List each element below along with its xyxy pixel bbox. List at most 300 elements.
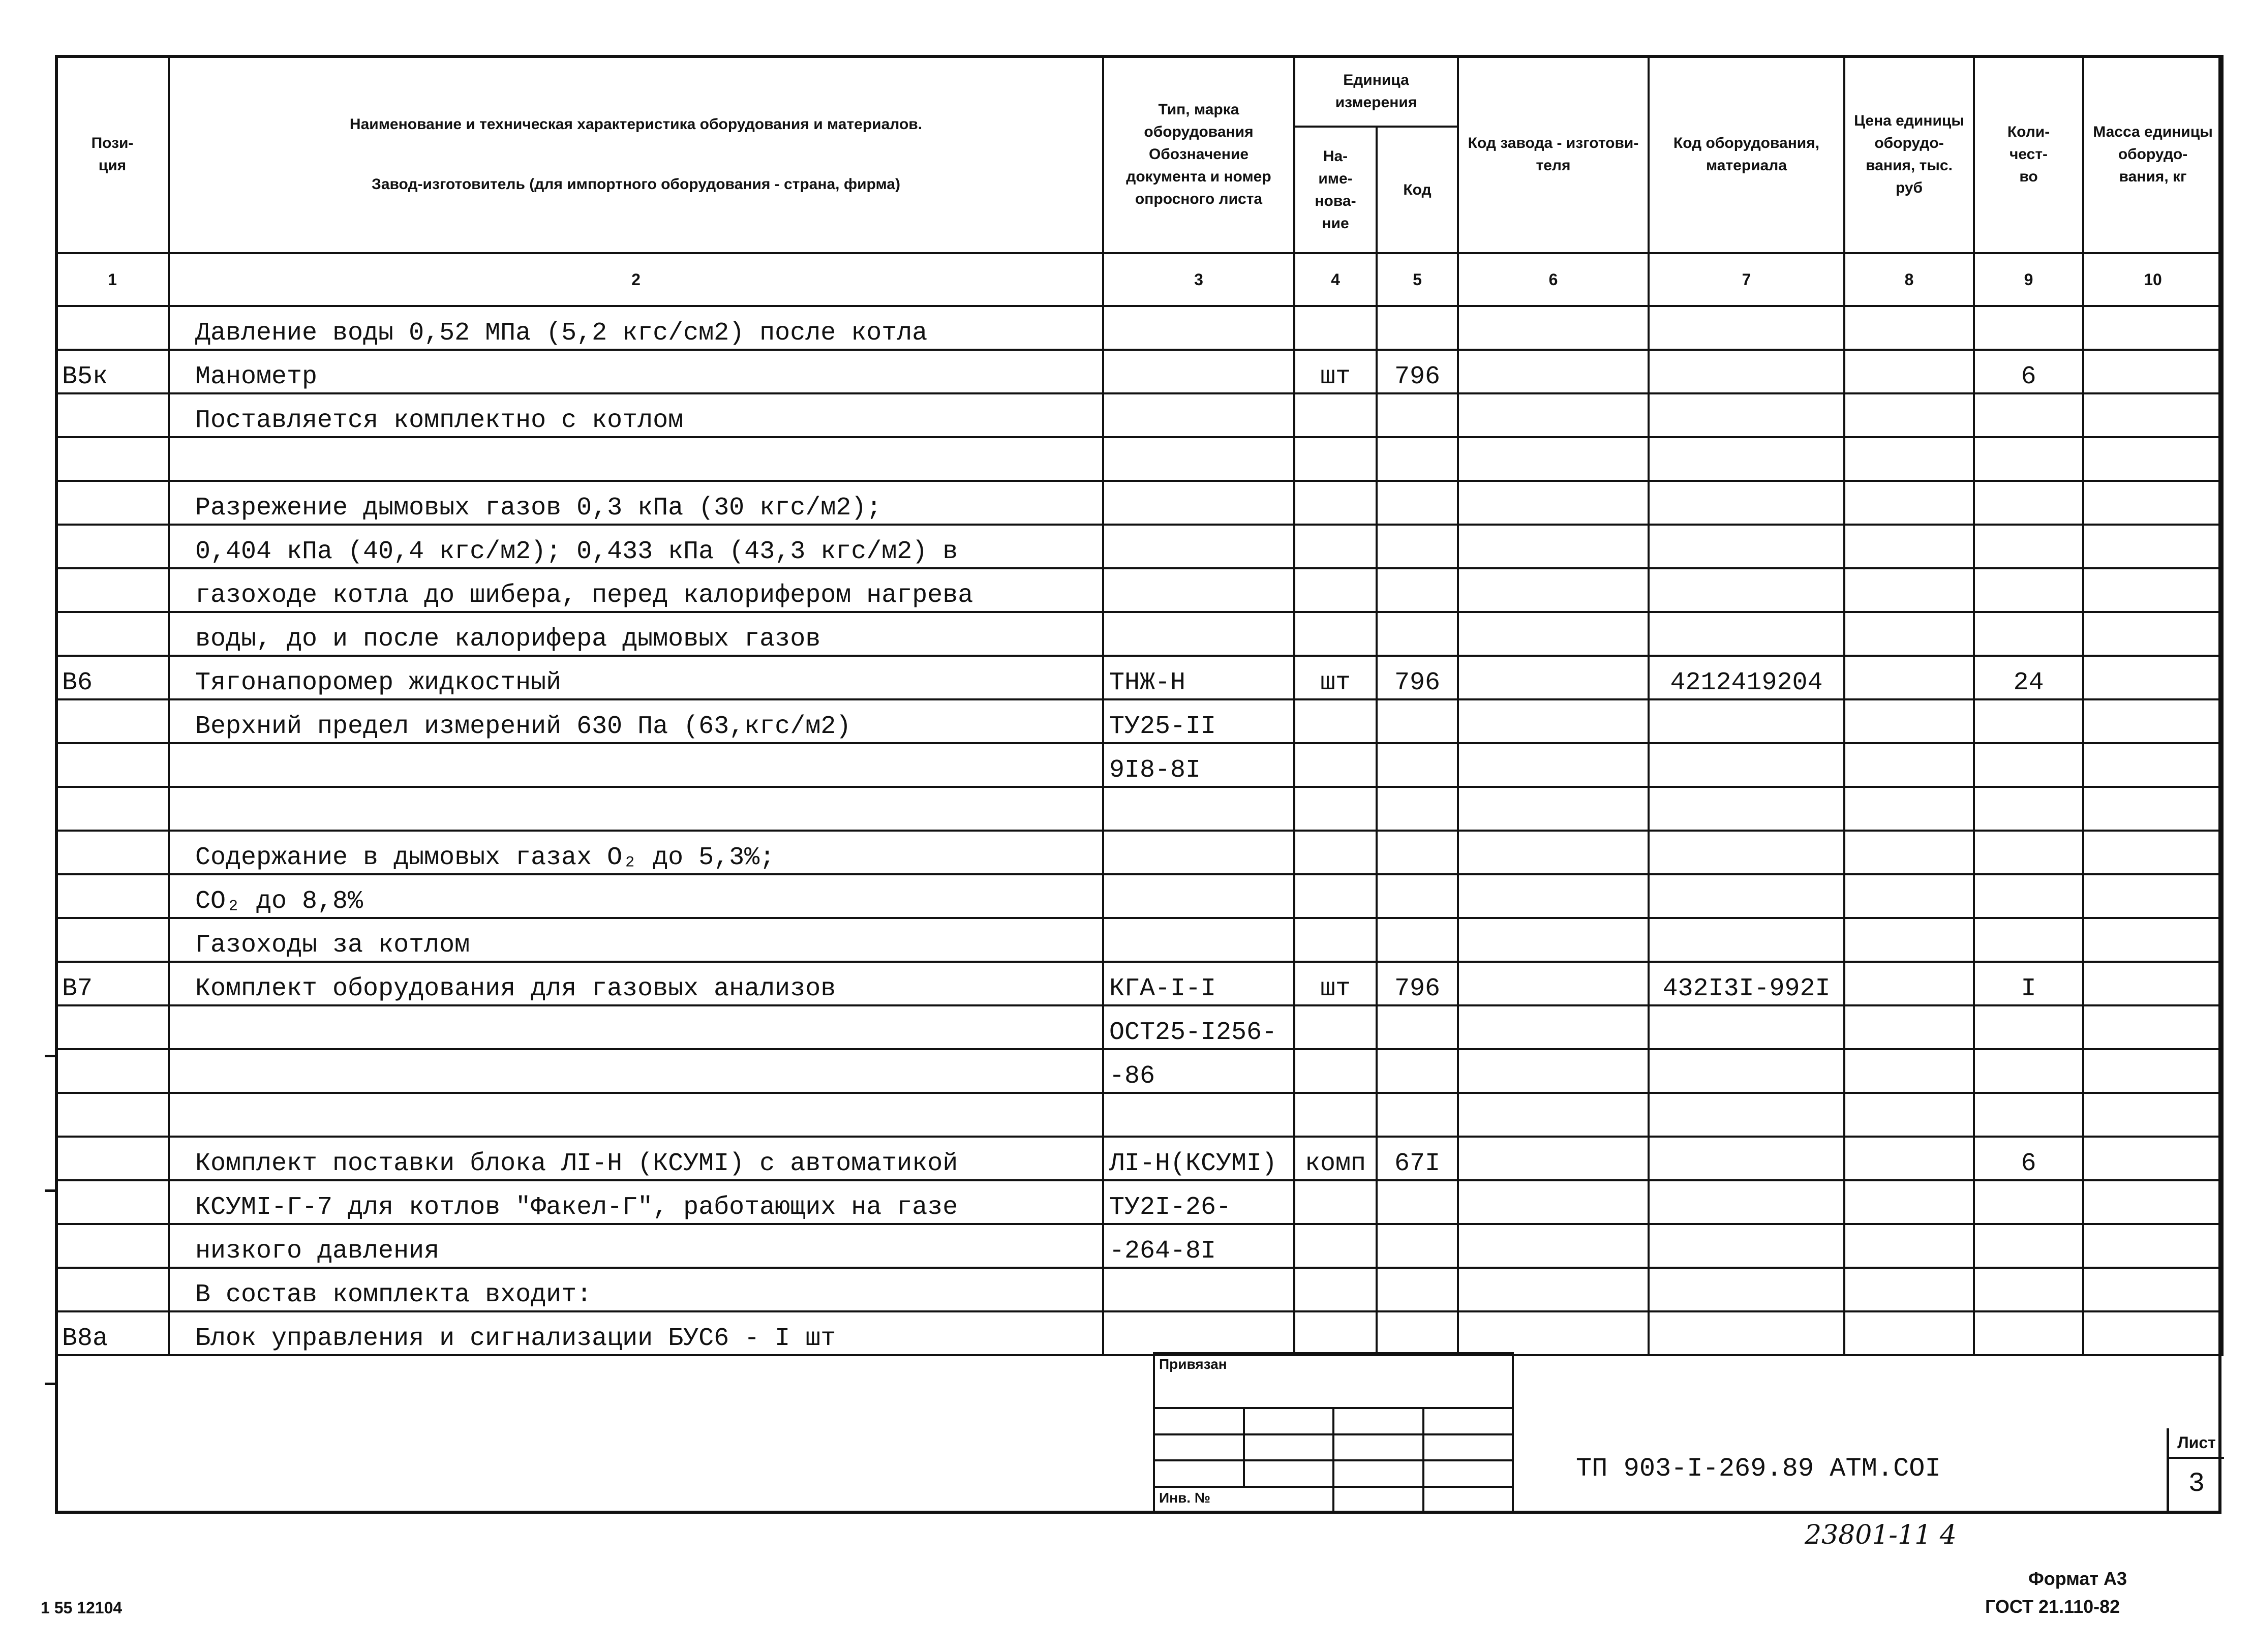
row-manufacturer-code bbox=[1458, 393, 1649, 437]
row-name bbox=[169, 787, 1103, 831]
row-type bbox=[1103, 787, 1294, 831]
row-price bbox=[1844, 1268, 1974, 1311]
row-position bbox=[56, 481, 169, 525]
sheet-number-box bbox=[2167, 1428, 2224, 1514]
row-unit-code bbox=[1377, 1268, 1458, 1311]
row-type: -86 bbox=[1103, 1049, 1294, 1093]
row-equipment-code bbox=[1649, 525, 1844, 568]
row-manufacturer-code bbox=[1458, 699, 1649, 743]
row-name bbox=[169, 1005, 1103, 1049]
row-type bbox=[1103, 1093, 1294, 1137]
row-name: Тягонапоромер жидкостный bbox=[169, 656, 1103, 699]
row-unit-name bbox=[1294, 1268, 1377, 1311]
row-unit-name bbox=[1294, 1180, 1377, 1224]
row-price bbox=[1844, 1224, 1974, 1268]
row-quantity bbox=[1974, 1180, 2083, 1224]
row-manufacturer-code bbox=[1458, 350, 1649, 393]
print-code: 1 55 12104 bbox=[41, 1599, 123, 1617]
row-price bbox=[1844, 612, 1974, 656]
row-price bbox=[1844, 1093, 1974, 1137]
row-manufacturer-code bbox=[1458, 568, 1649, 612]
row-price bbox=[1844, 918, 1974, 962]
table-row bbox=[56, 699, 2222, 743]
column-number: 7 bbox=[1649, 253, 1844, 306]
row-price bbox=[1844, 743, 1974, 787]
row-equipment-code bbox=[1649, 1180, 1844, 1224]
row-equipment-code bbox=[1649, 1224, 1844, 1268]
table-row bbox=[56, 918, 2222, 962]
row-unit-code bbox=[1377, 787, 1458, 831]
row-price bbox=[1844, 1005, 1974, 1049]
row-type: 9I8-8I bbox=[1103, 743, 1294, 787]
row-price bbox=[1844, 350, 1974, 393]
row-quantity bbox=[1974, 787, 2083, 831]
row-unit-name bbox=[1294, 874, 1377, 918]
table-row bbox=[56, 1093, 2222, 1137]
column-numbers-row bbox=[56, 253, 2222, 306]
row-manufacturer-code bbox=[1458, 1268, 1649, 1311]
row-unit-code: 796 bbox=[1377, 350, 1458, 393]
row-position bbox=[56, 1093, 169, 1137]
table-row bbox=[56, 1137, 2222, 1180]
row-name: Комплект поставки блока ЛI-Н (КСУМI) с автоматикой bbox=[169, 1137, 1103, 1180]
row-price bbox=[1844, 481, 1974, 525]
row-name: Комплект оборудования для газовых анализов bbox=[169, 962, 1103, 1005]
column-number: 4 bbox=[1294, 253, 1377, 306]
row-position bbox=[56, 437, 169, 481]
row-unit-name bbox=[1294, 1093, 1377, 1137]
table-body bbox=[56, 306, 2222, 1355]
specification-table bbox=[55, 55, 2224, 1356]
row-position bbox=[56, 831, 169, 874]
row-type bbox=[1103, 612, 1294, 656]
row-name bbox=[169, 1093, 1103, 1137]
row-quantity bbox=[1974, 481, 2083, 525]
handwritten-note: 23801-11 4 bbox=[1805, 1520, 1957, 1550]
table-row bbox=[56, 306, 2222, 350]
row-unit-name bbox=[1294, 1224, 1377, 1268]
row-mass bbox=[2083, 831, 2222, 874]
row-manufacturer-code bbox=[1458, 1224, 1649, 1268]
row-mass bbox=[2083, 656, 2222, 699]
header-equipment-code: Код оборудования, материала bbox=[1649, 56, 1844, 253]
row-manufacturer-code bbox=[1458, 831, 1649, 874]
row-manufacturer-code bbox=[1458, 1005, 1649, 1049]
row-unit-code: 67I bbox=[1377, 1137, 1458, 1180]
table-row bbox=[56, 568, 2222, 612]
row-equipment-code bbox=[1649, 831, 1844, 874]
row-mass bbox=[2083, 437, 2222, 481]
row-position bbox=[56, 699, 169, 743]
row-mass bbox=[2083, 481, 2222, 525]
row-equipment-code bbox=[1649, 481, 1844, 525]
row-quantity bbox=[1974, 393, 2083, 437]
row-type bbox=[1103, 481, 1294, 525]
table-row bbox=[56, 437, 2222, 481]
row-unit-code bbox=[1377, 306, 1458, 350]
column-number: 9 bbox=[1974, 253, 2083, 306]
row-quantity bbox=[1974, 1093, 2083, 1137]
header-unit: Единица измерения bbox=[1294, 56, 1458, 127]
row-price bbox=[1844, 699, 1974, 743]
header-mass: Масса единицы оборудо- вания, кг bbox=[2083, 56, 2222, 253]
row-unit-code bbox=[1377, 1180, 1458, 1224]
row-type bbox=[1103, 393, 1294, 437]
row-name: В состав комплекта входит: bbox=[169, 1268, 1103, 1311]
row-unit-code bbox=[1377, 1005, 1458, 1049]
row-manufacturer-code bbox=[1458, 525, 1649, 568]
row-unit-name bbox=[1294, 918, 1377, 962]
row-position bbox=[56, 1224, 169, 1268]
row-unit-name: шт bbox=[1294, 962, 1377, 1005]
table-row bbox=[56, 874, 2222, 918]
row-manufacturer-code bbox=[1458, 1311, 1649, 1355]
row-manufacturer-code bbox=[1458, 306, 1649, 350]
row-mass bbox=[2083, 1268, 2222, 1311]
format-label: Формат А3 bbox=[2028, 1568, 2127, 1589]
table-row bbox=[56, 1049, 2222, 1093]
row-unit-code bbox=[1377, 831, 1458, 874]
row-mass bbox=[2083, 699, 2222, 743]
header-unit-code: Код bbox=[1377, 127, 1458, 253]
row-mass bbox=[2083, 612, 2222, 656]
table-row bbox=[56, 350, 2222, 393]
stamp-inventory-label: Инв. № bbox=[1154, 1487, 1333, 1513]
row-unit-code bbox=[1377, 568, 1458, 612]
row-mass bbox=[2083, 918, 2222, 962]
row-manufacturer-code bbox=[1458, 437, 1649, 481]
header-name: Наименование и техническая характеристика оборудования и материалов. Завод-изготовитель (для импортного оборудования - страна, фирма) bbox=[169, 56, 1103, 253]
margin-tick bbox=[45, 1055, 56, 1057]
row-manufacturer-code bbox=[1458, 874, 1649, 918]
row-type: КГА-I-I bbox=[1103, 962, 1294, 1005]
row-unit-code bbox=[1377, 743, 1458, 787]
header-position: Пози- ция bbox=[56, 56, 169, 253]
row-mass bbox=[2083, 1311, 2222, 1355]
row-position: В8а bbox=[56, 1311, 169, 1355]
sheet-number: 3 bbox=[2188, 1469, 2205, 1500]
row-manufacturer-code bbox=[1458, 481, 1649, 525]
row-name: КСУМI-Г-7 для котлов "Факел-Г", работающих на газе bbox=[169, 1180, 1103, 1224]
row-position bbox=[56, 1049, 169, 1093]
table-row bbox=[56, 525, 2222, 568]
table-row bbox=[56, 743, 2222, 787]
header-manufacturer-code: Код завода - изготови- теля bbox=[1458, 56, 1649, 253]
row-price bbox=[1844, 1311, 1974, 1355]
row-unit-code bbox=[1377, 1049, 1458, 1093]
row-equipment-code bbox=[1649, 306, 1844, 350]
row-type bbox=[1103, 831, 1294, 874]
row-mass bbox=[2083, 525, 2222, 568]
row-type bbox=[1103, 874, 1294, 918]
row-unit-name bbox=[1294, 699, 1377, 743]
row-unit-name bbox=[1294, 306, 1377, 350]
row-quantity: I bbox=[1974, 962, 2083, 1005]
header-price: Цена единицы оборудо- вания, тыс. руб bbox=[1844, 56, 1974, 253]
row-equipment-code bbox=[1649, 918, 1844, 962]
row-name bbox=[169, 1049, 1103, 1093]
row-equipment-code bbox=[1649, 1268, 1844, 1311]
row-position: В7 bbox=[56, 962, 169, 1005]
row-unit-name: шт bbox=[1294, 656, 1377, 699]
row-name: Верхний предел измерений 630 Па (63,кгс/м2) bbox=[169, 699, 1103, 743]
row-unit-name: комп bbox=[1294, 1137, 1377, 1180]
row-equipment-code bbox=[1649, 350, 1844, 393]
row-position bbox=[56, 1005, 169, 1049]
row-type bbox=[1103, 568, 1294, 612]
row-unit-name bbox=[1294, 481, 1377, 525]
row-type bbox=[1103, 918, 1294, 962]
row-mass bbox=[2083, 1137, 2222, 1180]
row-name: воды, до и после калорифера дымовых газов bbox=[169, 612, 1103, 656]
row-equipment-code bbox=[1649, 612, 1844, 656]
row-type: ТУ25-II bbox=[1103, 699, 1294, 743]
row-unit-name bbox=[1294, 568, 1377, 612]
row-quantity bbox=[1974, 612, 2083, 656]
row-unit-code bbox=[1377, 481, 1458, 525]
column-number: 6 bbox=[1458, 253, 1649, 306]
row-manufacturer-code bbox=[1458, 743, 1649, 787]
row-position bbox=[56, 1137, 169, 1180]
row-price bbox=[1844, 656, 1974, 699]
row-type bbox=[1103, 525, 1294, 568]
row-equipment-code bbox=[1649, 787, 1844, 831]
row-mass bbox=[2083, 393, 2222, 437]
column-number: 10 bbox=[2083, 253, 2222, 306]
row-position bbox=[56, 918, 169, 962]
table-row bbox=[56, 831, 2222, 874]
row-position bbox=[56, 743, 169, 787]
row-price bbox=[1844, 525, 1974, 568]
table-row bbox=[56, 1268, 2222, 1311]
table-header bbox=[56, 56, 2222, 306]
table-row bbox=[56, 787, 2222, 831]
row-position bbox=[56, 393, 169, 437]
row-mass bbox=[2083, 787, 2222, 831]
row-quantity bbox=[1974, 1311, 2083, 1355]
table-row bbox=[56, 1180, 2222, 1224]
row-unit-code bbox=[1377, 1224, 1458, 1268]
row-type bbox=[1103, 1268, 1294, 1311]
row-type bbox=[1103, 437, 1294, 481]
row-type bbox=[1103, 306, 1294, 350]
row-price bbox=[1844, 437, 1974, 481]
row-equipment-code bbox=[1649, 743, 1844, 787]
row-quantity bbox=[1974, 918, 2083, 962]
row-unit-name bbox=[1294, 787, 1377, 831]
margin-tick bbox=[45, 1189, 56, 1192]
row-price bbox=[1844, 787, 1974, 831]
table-row bbox=[56, 1224, 2222, 1268]
row-mass bbox=[2083, 1224, 2222, 1268]
approval-stamp bbox=[1153, 1352, 1514, 1514]
row-unit-name bbox=[1294, 437, 1377, 481]
row-quantity bbox=[1974, 1005, 2083, 1049]
header-unit-name: На- име- нова- ние bbox=[1294, 127, 1377, 253]
stamp-attached-label: Привязан bbox=[1154, 1353, 1513, 1408]
row-price bbox=[1844, 1049, 1974, 1093]
row-quantity bbox=[1974, 1224, 2083, 1268]
row-name bbox=[169, 743, 1103, 787]
column-number: 2 bbox=[169, 253, 1103, 306]
row-unit-name bbox=[1294, 393, 1377, 437]
row-quantity bbox=[1974, 743, 2083, 787]
row-unit-name: шт bbox=[1294, 350, 1377, 393]
gost-label: ГОСТ 21.110-82 bbox=[1985, 1596, 2120, 1617]
row-manufacturer-code bbox=[1458, 1137, 1649, 1180]
row-manufacturer-code bbox=[1458, 612, 1649, 656]
row-name: Блок управления и сигнализации БУС6 - I шт bbox=[169, 1311, 1103, 1355]
table-row bbox=[56, 962, 2222, 1005]
row-unit-code bbox=[1377, 874, 1458, 918]
row-quantity: 6 bbox=[1974, 350, 2083, 393]
row-equipment-code bbox=[1649, 1311, 1844, 1355]
row-type: ЛI-Н(КСУМI) bbox=[1103, 1137, 1294, 1180]
row-unit-name bbox=[1294, 612, 1377, 656]
row-equipment-code: 4212419204 bbox=[1649, 656, 1844, 699]
row-quantity bbox=[1974, 306, 2083, 350]
row-type: -264-8I bbox=[1103, 1224, 1294, 1268]
row-mass bbox=[2083, 743, 2222, 787]
row-price bbox=[1844, 306, 1974, 350]
row-equipment-code bbox=[1649, 1093, 1844, 1137]
row-name: низкого давления bbox=[169, 1224, 1103, 1268]
row-name bbox=[169, 437, 1103, 481]
row-quantity: 24 bbox=[1974, 656, 2083, 699]
column-number: 8 bbox=[1844, 253, 1974, 306]
row-equipment-code bbox=[1649, 393, 1844, 437]
row-price bbox=[1844, 1137, 1974, 1180]
row-type bbox=[1103, 1311, 1294, 1355]
table-row bbox=[56, 1311, 2222, 1355]
column-number: 5 bbox=[1377, 253, 1458, 306]
row-manufacturer-code bbox=[1458, 1093, 1649, 1137]
row-price bbox=[1844, 393, 1974, 437]
row-unit-code bbox=[1377, 918, 1458, 962]
row-mass bbox=[2083, 568, 2222, 612]
row-quantity bbox=[1974, 568, 2083, 612]
row-equipment-code bbox=[1649, 699, 1844, 743]
row-name: Поставляется комплектно с котлом bbox=[169, 393, 1103, 437]
row-name: 0,404 кПа (40,4 кгс/м2); 0,433 кПа (43,3 кгс/м2) в bbox=[169, 525, 1103, 568]
row-name: газоходе котла до шибера, перед калорифером нагрева bbox=[169, 568, 1103, 612]
row-quantity bbox=[1974, 874, 2083, 918]
row-position bbox=[56, 306, 169, 350]
row-name: Содержание в дымовых газах O₂ до 5,3%; bbox=[169, 831, 1103, 874]
row-unit-code bbox=[1377, 393, 1458, 437]
row-unit-code: 796 bbox=[1377, 962, 1458, 1005]
document-code: ТП 903-I-269.89 АТМ.СОI bbox=[1576, 1454, 1941, 1484]
row-type: ОСТ25-I256- bbox=[1103, 1005, 1294, 1049]
row-unit-code bbox=[1377, 612, 1458, 656]
row-position bbox=[56, 568, 169, 612]
table-row bbox=[56, 481, 2222, 525]
row-price bbox=[1844, 568, 1974, 612]
table-row bbox=[56, 612, 2222, 656]
row-unit-code: 796 bbox=[1377, 656, 1458, 699]
row-mass bbox=[2083, 1180, 2222, 1224]
row-position bbox=[56, 874, 169, 918]
table-row bbox=[56, 393, 2222, 437]
row-equipment-code bbox=[1649, 1137, 1844, 1180]
row-quantity bbox=[1974, 831, 2083, 874]
row-position bbox=[56, 787, 169, 831]
row-equipment-code bbox=[1649, 568, 1844, 612]
row-mass bbox=[2083, 874, 2222, 918]
row-quantity: 6 bbox=[1974, 1137, 2083, 1180]
row-quantity bbox=[1974, 1049, 2083, 1093]
row-mass bbox=[2083, 1049, 2222, 1093]
row-position bbox=[56, 1180, 169, 1224]
row-position bbox=[56, 1268, 169, 1311]
row-unit-name bbox=[1294, 743, 1377, 787]
row-position: В5к bbox=[56, 350, 169, 393]
row-manufacturer-code bbox=[1458, 1049, 1649, 1093]
row-unit-name bbox=[1294, 1311, 1377, 1355]
row-quantity bbox=[1974, 525, 2083, 568]
table-row bbox=[56, 1005, 2222, 1049]
column-number: 3 bbox=[1103, 253, 1294, 306]
row-manufacturer-code bbox=[1458, 962, 1649, 1005]
row-type: ТУ2I-26- bbox=[1103, 1180, 1294, 1224]
row-unit-name bbox=[1294, 525, 1377, 568]
row-manufacturer-code bbox=[1458, 1180, 1649, 1224]
row-equipment-code bbox=[1649, 874, 1844, 918]
row-unit-code bbox=[1377, 1093, 1458, 1137]
row-equipment-code bbox=[1649, 1005, 1844, 1049]
row-type bbox=[1103, 350, 1294, 393]
table-row bbox=[56, 656, 2222, 699]
row-mass bbox=[2083, 1005, 2222, 1049]
row-equipment-code bbox=[1649, 1049, 1844, 1093]
sheet-label: Лист bbox=[2169, 1428, 2224, 1459]
header-type: Тип, марка оборудования Обозначение документа и номер опросного листа bbox=[1103, 56, 1294, 253]
row-manufacturer-code bbox=[1458, 918, 1649, 962]
row-name: CO₂ до 8,8% bbox=[169, 874, 1103, 918]
row-name: Манометр bbox=[169, 350, 1103, 393]
row-unit-code bbox=[1377, 437, 1458, 481]
row-price bbox=[1844, 831, 1974, 874]
row-name: Разрежение дымовых газов 0,3 кПа (30 кгс/м2); bbox=[169, 481, 1103, 525]
row-unit-name bbox=[1294, 1049, 1377, 1093]
row-quantity bbox=[1974, 437, 2083, 481]
row-equipment-code: 432I3I-992I bbox=[1649, 962, 1844, 1005]
row-quantity bbox=[1974, 1268, 2083, 1311]
row-mass bbox=[2083, 1093, 2222, 1137]
row-unit-name bbox=[1294, 831, 1377, 874]
row-type: ТНЖ-Н bbox=[1103, 656, 1294, 699]
row-mass bbox=[2083, 306, 2222, 350]
margin-tick bbox=[45, 1383, 56, 1385]
row-equipment-code bbox=[1649, 437, 1844, 481]
row-unit-code bbox=[1377, 525, 1458, 568]
row-unit-code bbox=[1377, 1311, 1458, 1355]
row-unit-name bbox=[1294, 1005, 1377, 1049]
row-position bbox=[56, 612, 169, 656]
row-price bbox=[1844, 874, 1974, 918]
row-price bbox=[1844, 1180, 1974, 1224]
row-mass bbox=[2083, 350, 2222, 393]
row-quantity bbox=[1974, 699, 2083, 743]
row-name: Давление воды 0,52 МПа (5,2 кгс/см2) после котла bbox=[169, 306, 1103, 350]
row-name: Газоходы за котлом bbox=[169, 918, 1103, 962]
row-position: В6 bbox=[56, 656, 169, 699]
row-price bbox=[1844, 962, 1974, 1005]
row-manufacturer-code bbox=[1458, 656, 1649, 699]
row-mass bbox=[2083, 962, 2222, 1005]
row-manufacturer-code bbox=[1458, 787, 1649, 831]
header-quantity: Коли- чест- во bbox=[1974, 56, 2083, 253]
